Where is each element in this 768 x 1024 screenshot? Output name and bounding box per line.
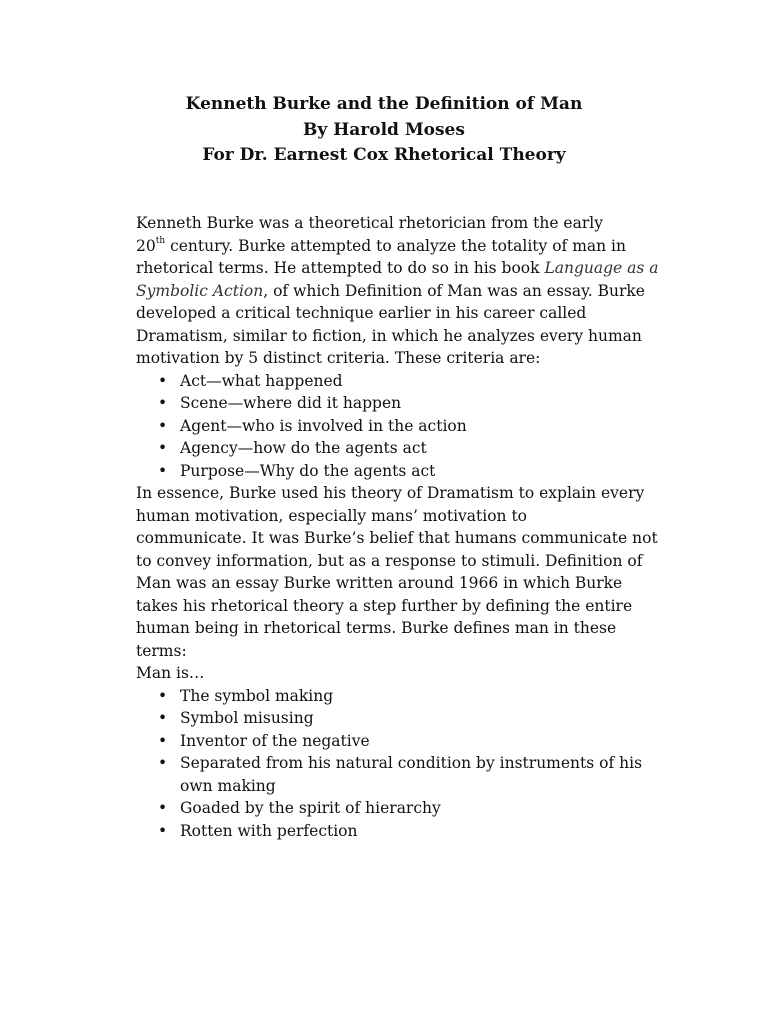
ordinal-suffix: th: [155, 236, 166, 247]
line-text: century. Burke attempted to analyze the totality of man in: [165, 236, 626, 255]
line-text: , of which Definition of Man was an essay. Burke: [263, 281, 645, 300]
criteria-item-agency: • Agency—how do the agents act: [136, 437, 664, 460]
definition-item: • Goaded by the spirit of hierarchy: [136, 797, 664, 820]
paragraph-line: [136, 235, 664, 258]
line-text: rhetorical terms. He attempted to do so in his book: [136, 259, 545, 277]
paragraph-line: developed a critical technique earlier in his career called: [136, 304, 587, 322]
intro-paragraph: [136, 212, 664, 370]
paragraph-line: [136, 257, 664, 280]
paragraph-line: motivation by 5 distinct criteria. These criteria are:: [136, 349, 541, 367]
author-line: By Harold Moses: [303, 119, 465, 140]
definition-item-line: • Separated from his natural condition by instruments of his: [180, 754, 643, 772]
definition-item: • Symbol misusing: [136, 707, 664, 730]
definition-item: • The symbol making: [136, 685, 664, 708]
century-number: 20: [136, 236, 156, 255]
document-body: [136, 212, 664, 842]
criteria-item-agent: • Agent—who is involved in the action: [136, 415, 664, 438]
criteria-item-purpose: • Purpose—Why do the agents act: [136, 460, 664, 483]
paragraph-line: to convey information, but as a response to stimuli. Definition of: [136, 551, 643, 570]
criteria-item-scene: • Scene—where did it happen: [136, 392, 664, 415]
paragraph-line: human being in rhetorical terms. Burke defines man in these: [136, 619, 617, 637]
paragraph-line: In essence, Burke used his theory of Dramatism to explain every: [136, 484, 645, 502]
paragraph-line: human motivation, especially mans’ motivation to: [136, 506, 528, 525]
dramatism-paragraph: [136, 482, 664, 662]
definition-item: • Inventor of the negative: [136, 730, 664, 753]
paragraph-line: communicate. It was Burke’s belief that humans communicate not: [136, 529, 658, 547]
paragraph-line: Kenneth Burke was a theoretical rhetorician from the early: [136, 214, 603, 232]
course-line: For Dr. Earnest Cox Rhetorical Theory: [202, 145, 566, 165]
definition-item: • Rotten with perfection: [136, 820, 664, 843]
paragraph-line: takes his rhetorical theory a step further by defining the entire: [136, 596, 633, 615]
criteria-item-act: • Act—what happened: [136, 370, 664, 393]
book-title-part1: Language as a: [544, 259, 659, 277]
definition-item: [136, 752, 664, 797]
title-block: [0, 92, 768, 169]
criteria-list: [136, 370, 664, 483]
definition-item-line: own making: [180, 776, 276, 795]
book-title-part2: Symbolic Action: [136, 281, 264, 300]
paragraph-line: Dramatism, similar to fiction, in which he analyzes every human: [136, 326, 642, 345]
man-is-heading: Man is…: [136, 664, 205, 682]
paragraph-line: [136, 280, 664, 303]
paragraph-line: terms:: [136, 641, 187, 660]
definition-list: [136, 685, 664, 843]
document-title: Kenneth Burke and the Definition of Man: [185, 94, 583, 114]
paragraph-line: Man was an essay Burke written around 1966 in which Burke: [136, 574, 623, 592]
